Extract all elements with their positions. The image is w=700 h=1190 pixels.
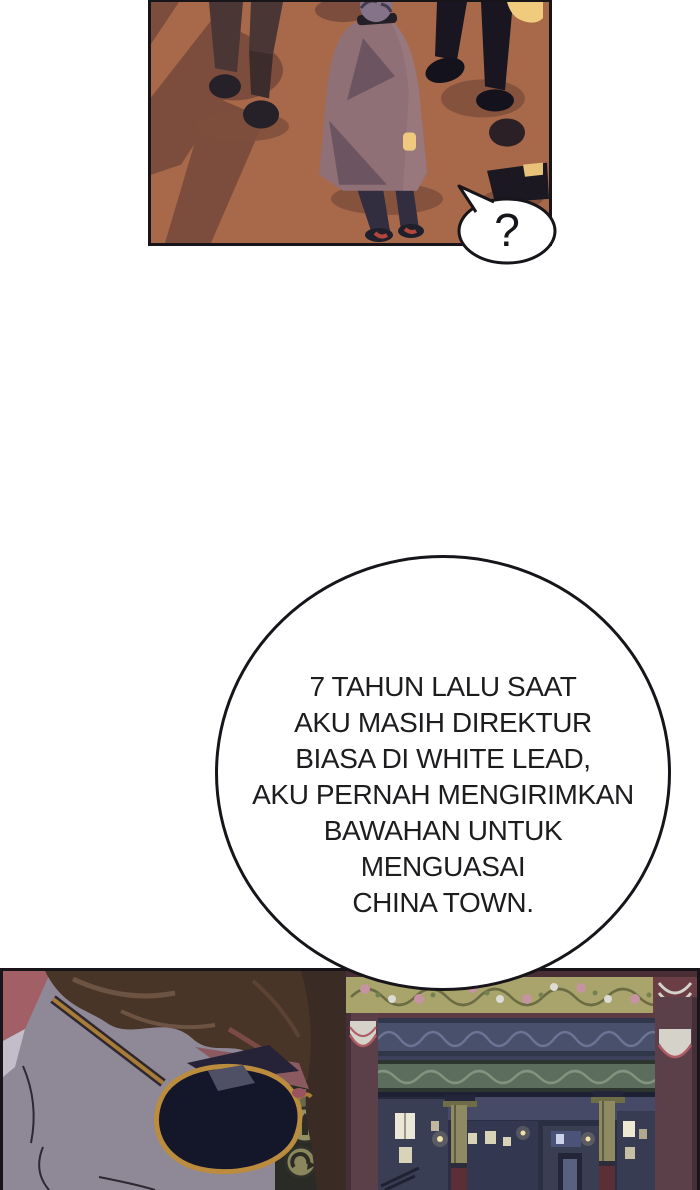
narration-text bbox=[252, 669, 634, 921]
night-street bbox=[378, 1091, 655, 1190]
narration-line: AKU PERNAH MENGIRIMKAN bbox=[252, 779, 634, 810]
narration-line: CHINA TOWN. bbox=[352, 887, 534, 918]
narration-line: BIASA DI WHITE LEAD, bbox=[295, 743, 591, 774]
narration-line: MENGUASAI bbox=[360, 851, 526, 882]
question-mark-text: ? bbox=[494, 204, 520, 256]
narration-line: BAWAHAN UNTUK bbox=[323, 815, 563, 846]
panel-chinatown bbox=[0, 968, 700, 1190]
narration-bubble bbox=[215, 555, 671, 991]
gate-pillar-left bbox=[346, 1013, 378, 1190]
speech-bubble-question bbox=[448, 176, 572, 272]
chinatown-art bbox=[3, 971, 697, 1190]
narration-line: 7 TAHUN LALU SAAT bbox=[309, 671, 577, 702]
gate-scene bbox=[346, 971, 697, 1190]
narration-line: AKU MASIH DIREKTUR bbox=[294, 707, 592, 738]
gate-pillar-right bbox=[653, 977, 697, 1190]
